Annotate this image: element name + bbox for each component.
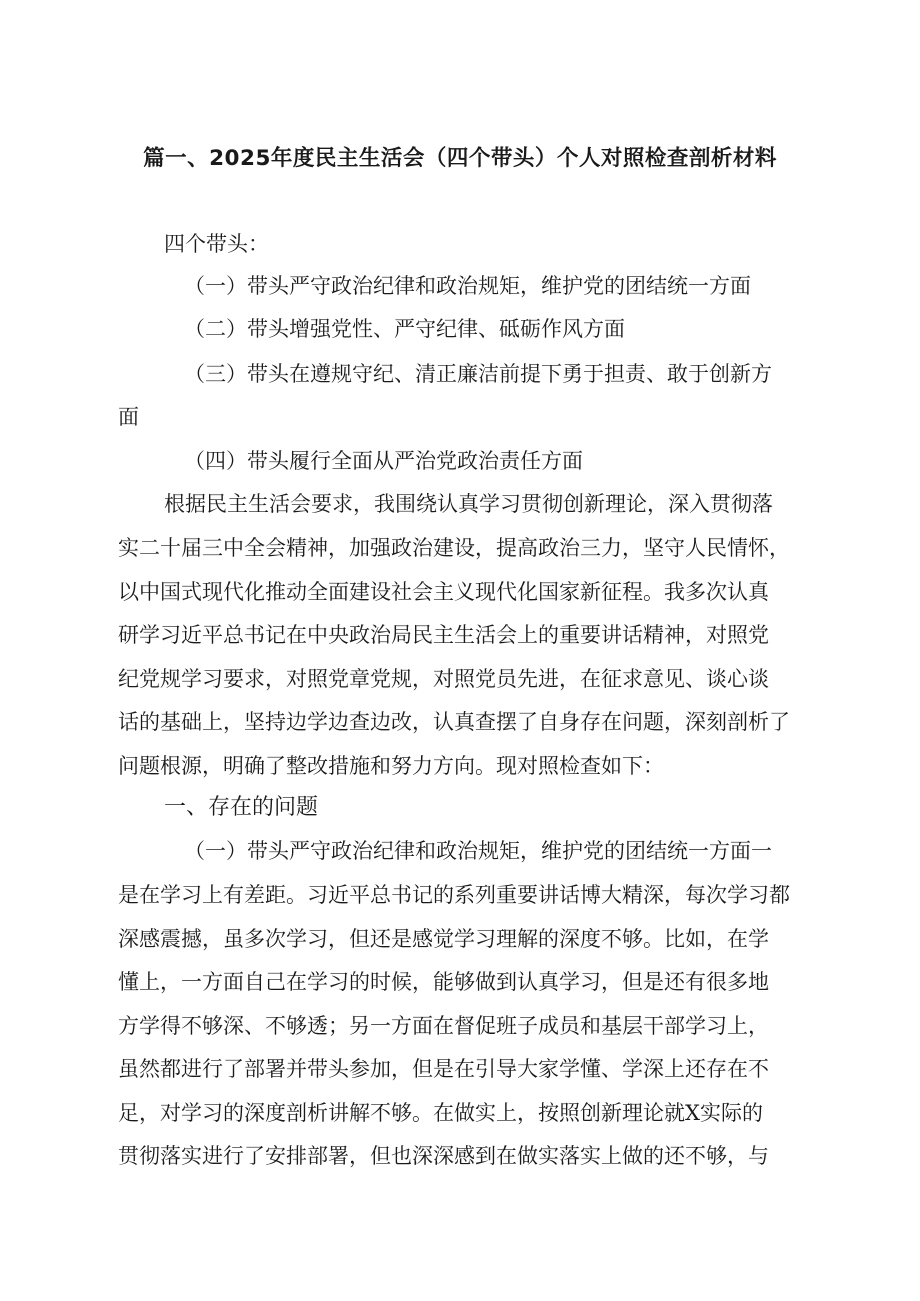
paragraph-line: 根据民主生活会要求，我围绕认真学习贯彻创新理论，深入贯彻落	[164, 492, 773, 516]
intro-label: 四个带头：	[164, 232, 269, 256]
paragraph-line: 以中国式现代化推动全面建设社会主义现代化国家新征程。我多次认真	[118, 580, 769, 604]
paragraph-line: 方学得不够深、不够透；另一方面在督促班子成员和基层干部学习上，	[118, 1014, 769, 1038]
item-line: （一）带头严守政治纪律和政治规矩，维护党的团结统一方面	[184, 274, 751, 298]
paragraph-line: 研学习近平总书记在中央政治局民主生活会上的重要讲话精神，对照党	[118, 623, 769, 647]
paragraph-line: 是在学习上有差距。习近平总书记的系列重要讲话博大精深，每次学习都	[118, 883, 790, 907]
paragraph-line: 贯彻落实进行了安排部署，但也深深感到在做实落实上做的还不够，与	[118, 1144, 769, 1168]
item-line: （二）带头增强党性、严守纪律、砥砺作风方面	[184, 317, 625, 341]
paragraph-line: 足，对学习的深度剖析讲解不够。在做实上，按照创新理论就X实际的	[118, 1101, 763, 1125]
paragraph-line: 话的基础上，坚持边学边查边改，认真查摆了自身存在问题，深刻剖析了	[118, 710, 790, 734]
section-heading: 一、存在的问题	[164, 795, 319, 820]
paragraph-line: 问题根源，明确了整改措施和努力方向。现对照检查如下：	[118, 754, 664, 778]
paragraph-line: 实二十届三中全会精神，加强政治建设，提高政治三力，坚守人民情怀，	[118, 536, 790, 560]
paragraph-line: 深感震撼，虽多次学习，但还是感觉学习理解的深度不够。比如，在学	[118, 927, 769, 951]
document-title: 篇一、2025年度民主生活会（四个带头）个人对照检查剖析材料	[143, 146, 777, 171]
paragraph-line: 虽然都进行了部署并带头参加，但是在引导大家学懂、学深上还存在不	[118, 1057, 769, 1081]
paragraph-line: 纪党规学习要求，对照党章党规，对照党员先进，在征求意见、谈心谈	[118, 667, 769, 691]
item-line: 面	[118, 405, 139, 429]
item-line: （三）带头在遵规守纪、清正廉洁前提下勇于担责、敢于创新方	[184, 362, 772, 386]
item-line: （四）带头履行全面从严治党政治责任方面	[184, 449, 583, 473]
paragraph-line: （一）带头严守政治纪律和政治规矩，维护党的团结统一方面一	[184, 839, 772, 863]
paragraph-line: 懂上，一方面自己在学习的时候，能够做到认真学习，但是还有很多地	[118, 970, 769, 994]
